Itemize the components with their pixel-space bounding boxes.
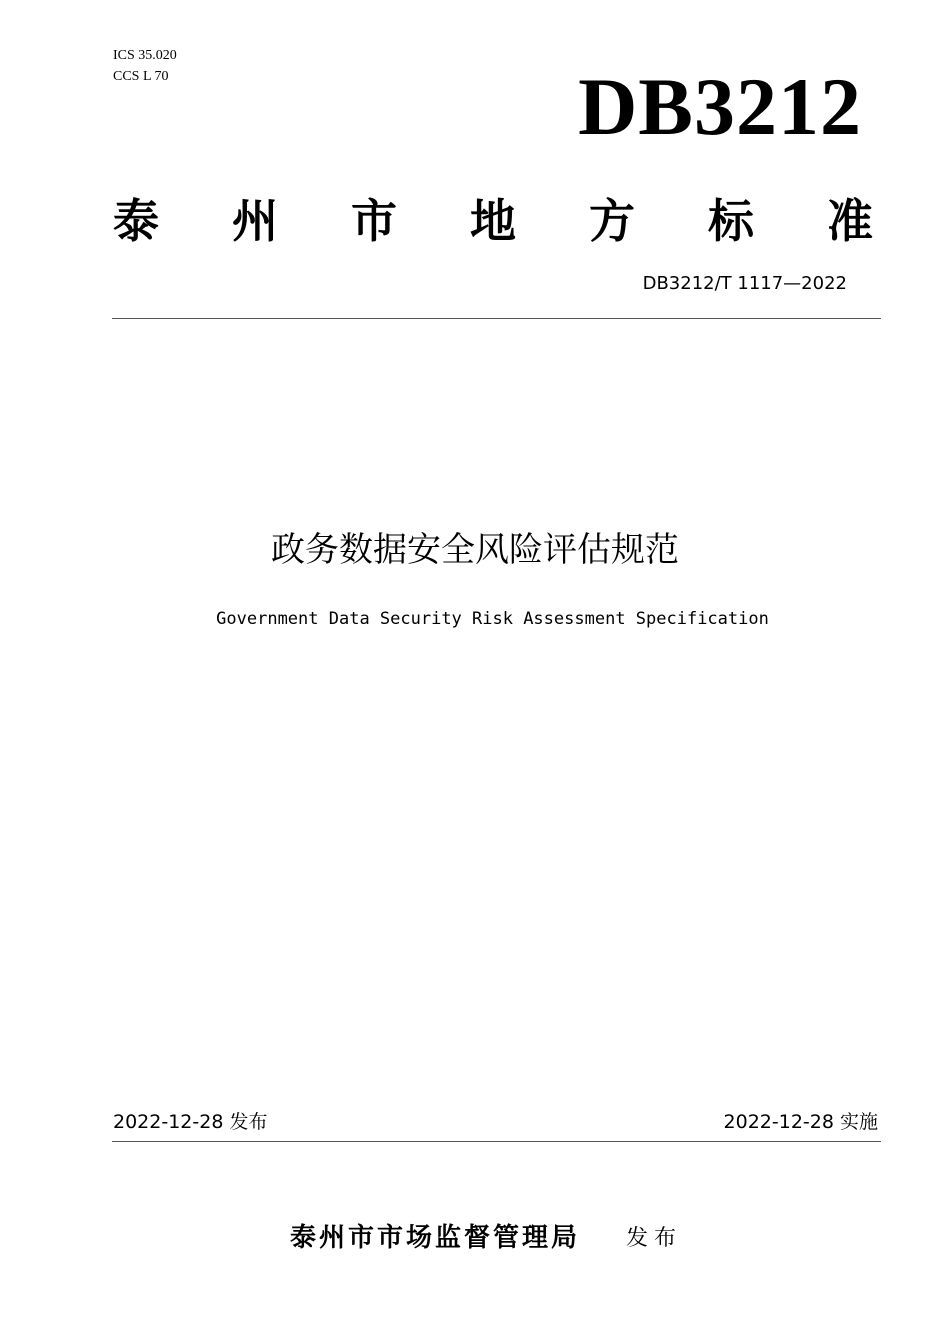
- ccs-code: CCS L 70: [113, 69, 169, 84]
- top-divider: [112, 318, 881, 319]
- standard-type-char: 市: [351, 194, 397, 248]
- standard-type-char: 地: [470, 194, 516, 248]
- standard-code: DB3212: [578, 61, 862, 152]
- standard-number: DB3212/T 1117—2022: [642, 273, 847, 294]
- ics-code: ICS 35.020: [113, 48, 177, 63]
- standard-type-char: 准: [827, 194, 873, 248]
- effective-date: 2022-12-28 实施: [723, 1111, 878, 1133]
- standard-type-char: 方: [589, 194, 635, 248]
- issuing-authority: 泰州市市场监督管理局: [290, 1223, 581, 1253]
- publish-date: 2022-12-28 发布: [113, 1111, 268, 1133]
- standard-type-char: 州: [232, 194, 278, 248]
- standard-type-heading: [113, 190, 873, 252]
- document-title: 政务数据安全风险评估规范: [271, 530, 679, 570]
- bottom-divider: [112, 1141, 881, 1142]
- standard-type-char: 标: [708, 194, 754, 248]
- standard-type-char: 泰: [113, 194, 159, 248]
- issue-label: 发布: [626, 1226, 683, 1251]
- document-title-english: Government Data Security Risk Assessment Specification: [216, 609, 769, 629]
